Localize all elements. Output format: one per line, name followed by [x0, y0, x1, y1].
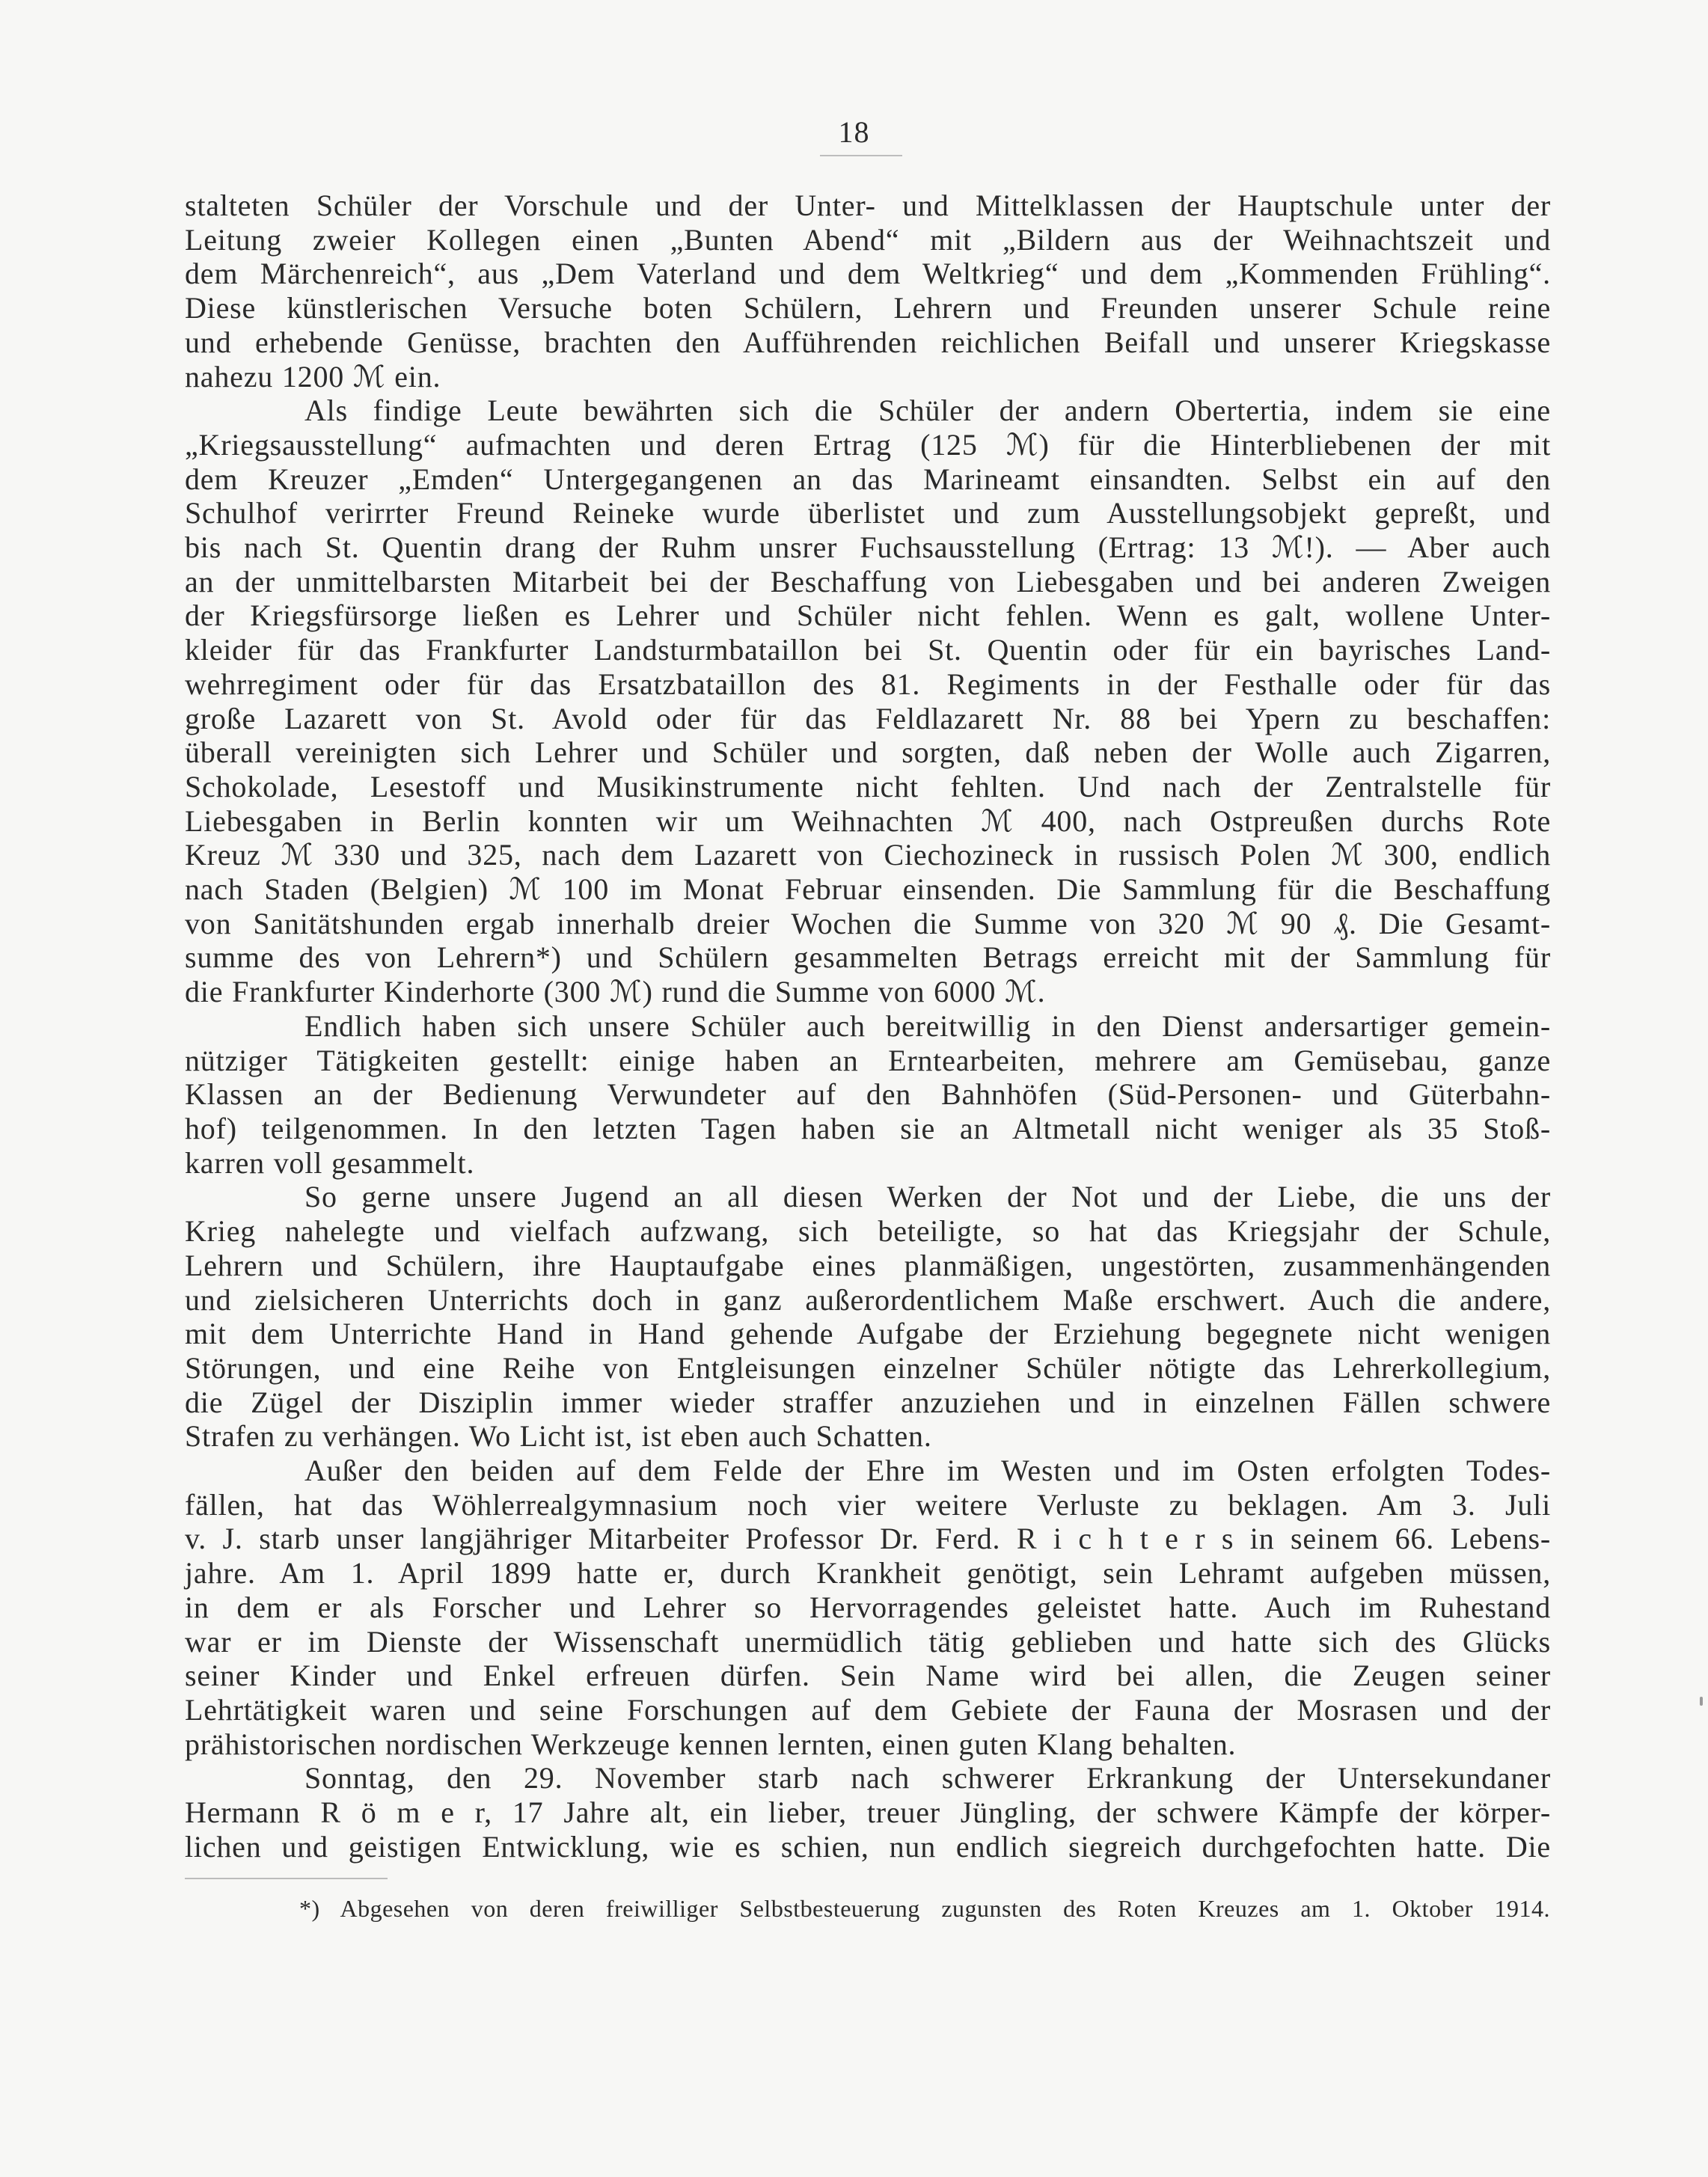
- text-line: nütziger Tätigkeiten gestellt: einige haben an Erntearbeiten, mehrere am Gemüsebau, ganze: [185, 1043, 1551, 1077]
- text-line: die Frankfurter Kinderhorte (300 ℳ) rund die Summe von 6000 ℳ.: [185, 975, 1046, 1009]
- text-line: dem Kreuzer „Emden“ Untergegangenen an das Marineamt einsandten. Selbst ein auf den: [185, 462, 1551, 496]
- text-line: und erhebende Genüsse, brachten den Aufführenden reichlichen Beifall und unserer Kriegskasse: [185, 325, 1551, 359]
- text-line: prähistorischen nordischen Werkzeuge kennen lernten, einen guten Klang behalten.: [185, 1727, 1237, 1761]
- text-line: stalteten Schüler der Vorschule und der Unter- und Mittelklassen der Hauptschule unter der: [185, 189, 1551, 222]
- body-text: [185, 189, 1551, 1864]
- page-number-rule: [820, 155, 902, 156]
- text-line: war er im Dienste der Wissenschaft unermüdlich tätig geblieben und hatte sich des Glücks: [185, 1624, 1551, 1659]
- text-line: überall vereinigten sich Lehrer und Schüler und sorgten, daß neben der Wolle auch Zigarren,: [185, 735, 1551, 770]
- text-line: der Kriegsfürsorge ließen es Lehrer und Schüler nicht fehlen. Wenn es galt, wollene Unter-: [185, 598, 1551, 633]
- text-line: und zielsicheren Unterrichts doch in ganz außerordentlichem Maße erschwert. Auch die andere,: [185, 1282, 1551, 1317]
- text-line: nahezu 1200 ℳ ein.: [185, 359, 441, 394]
- text-line: Klassen an der Bedienung Verwundeter auf den Bahnhöfen (Süd-Personen- und Güterbahn-: [185, 1077, 1551, 1112]
- text-line: Außer den beiden auf dem Felde der Ehre im Westen und im Osten erfolgten Todes-: [304, 1454, 1551, 1488]
- text-line: Krieg nahelegte und vielfach aufzwang, sich beteiligte, so hat das Kriegsjahr der Schule,: [185, 1214, 1551, 1249]
- text-line: hof) teilgenommen. In den letzten Tagen haben sie an Altmetall nicht weniger als 35 Stoß-: [185, 1111, 1551, 1145]
- text-line: karren voll gesammelt.: [185, 1145, 475, 1180]
- text-line: die Zügel der Disziplin immer wieder straffer anzuziehen und in einzelnen Fällen schwere: [185, 1385, 1551, 1419]
- margin-speck: [1700, 1697, 1703, 1706]
- text-line: mit dem Unterrichte Hand in Hand gehende Aufgabe der Erziehung begegnete nicht wenigen: [185, 1317, 1551, 1351]
- text-line: Störungen, und eine Reihe von Entgleisungen einzelner Schüler nötigte das Lehrerkollegium,: [185, 1350, 1551, 1385]
- text-line: Schulhof verirrter Freund Reineke wurde überlistet und zum Ausstellungsobjekt gepreßt, und: [185, 496, 1551, 530]
- text-line: bis nach St. Quentin drang der Ruhm unsrer Fuchsausstellung (Ertrag: 13 ℳ!). — Aber auch: [185, 530, 1551, 565]
- text-line: summe des von Lehrern*) und Schülern gesammelten Betrags erreicht mit der Sammlung für: [185, 940, 1551, 975]
- text-line: große Lazarett von St. Avold oder für das Feldlazarett Nr. 88 bei Ypern zu beschaffen:: [185, 701, 1551, 735]
- text-line: seiner Kinder und Enkel erfreuen dürfen. Sein Name wird bei allen, die Zeugen seiner: [185, 1659, 1551, 1693]
- text-line: von Sanitätshunden ergab innerhalb dreier Wochen die Summe von 320 ℳ 90 ₰. Die Gesamt-: [185, 906, 1551, 940]
- text-line: lichen und geistigen Entwicklung, wie es schien, nun endlich siegreich durchgefochten hatte. Die: [185, 1829, 1551, 1864]
- text-line: Schokolade, Lesestoff und Musikinstrumente nicht fehlten. Und nach der Zentralstelle für: [185, 769, 1551, 803]
- page-number: 18: [838, 115, 870, 149]
- text-line: fällen, hat das Wöhlerrealgymnasium noch vier weitere Verluste zu beklagen. Am 3. Juli: [185, 1487, 1551, 1522]
- text-line: Leitung zweier Kollegen einen „Bunten Abend“ mit „Bildern aus der Weihnachtszeit und: [185, 222, 1551, 257]
- text-line: Liebesgaben in Berlin konnten wir um Weihnachten ℳ 400, nach Ostpreußen durchs Rote: [185, 803, 1551, 838]
- text-line: dem Märchenreich“, aus „Dem Vaterland und dem Weltkrieg“ und dem „Kommenden Frühling“.: [185, 257, 1551, 291]
- text-line: in dem er als Forscher und Lehrer so Hervorragendes geleistet hatte. Auch im Ruhestand: [185, 1590, 1551, 1624]
- text-line: Lehrtätigkeit waren und seine Forschungen auf dem Gebiete der Fauna der Mosrasen und der: [185, 1692, 1551, 1727]
- text-line: Kreuz ℳ 330 und 325, nach dem Lazarett von Ciechozineck in russisch Polen ℳ 300, endlich: [185, 838, 1551, 872]
- text-line: So gerne unsere Jugend an all diesen Werken der Not und der Liebe, die uns der: [304, 1180, 1551, 1214]
- footnote-rule: [185, 1878, 388, 1879]
- text-line: Hermann R ö m e r, 17 Jahre alt, ein lieber, treuer Jüngling, der schwere Kämpfe der körper-: [185, 1795, 1551, 1830]
- text-line: Lehrern und Schülern, ihre Hauptaufgabe eines planmäßigen, ungestörten, zusammenhängenden: [185, 1248, 1551, 1282]
- text-line: Sonntag, den 29. November starb nach schwerer Erkrankung der Untersekundaner: [304, 1761, 1551, 1795]
- text-line: Strafen zu verhängen. Wo Licht ist, ist eben auch Schatten.: [185, 1419, 932, 1454]
- text-line: Endlich haben sich unsere Schüler auch bereitwillig in den Dienst andersartiger gemein-: [304, 1008, 1551, 1043]
- text-line: an der unmittelbarsten Mitarbeit bei der Beschaffung von Liebesgaben und bei anderen Zweigen: [185, 564, 1551, 598]
- text-line: wehrregiment oder für das Ersatzbataillon des 81. Regiments in der Festhalle oder für das: [185, 667, 1551, 701]
- text-line: Als findige Leute bewährten sich die Schüler der andern Obertertia, indem sie eine: [304, 394, 1551, 428]
- text-line: „Kriegsausstellung“ aufmachten und deren Ertrag (125 ℳ) für die Hinterbliebenen der mit: [185, 427, 1551, 462]
- text-line: Diese künstlerischen Versuche boten Schülern, Lehrern und Freunden unserer Schule reine: [185, 291, 1551, 325]
- text-line: nach Staden (Belgien) ℳ 100 im Monat Februar einsenden. Die Sammlung für die Beschaffung: [185, 872, 1551, 907]
- footnote: *) Abgesehen von deren freiwilliger Selbstbesteuerung zugunsten des Roten Kreuzes am 1. Oktober 1914.: [299, 1895, 1550, 1922]
- text-line: v. J. starb unser langjähriger Mitarbeiter Professor Dr. Ferd. R i c h t e r s in seinem 66. Lebens-: [185, 1522, 1551, 1556]
- text-line: kleider für das Frankfurter Landsturmbataillon bei St. Quentin oder für ein bayrisches Land-: [185, 633, 1551, 667]
- text-line: jahre. Am 1. April 1899 hatte er, durch Krankheit genötigt, sein Lehramt aufgeben müssen,: [185, 1556, 1551, 1590]
